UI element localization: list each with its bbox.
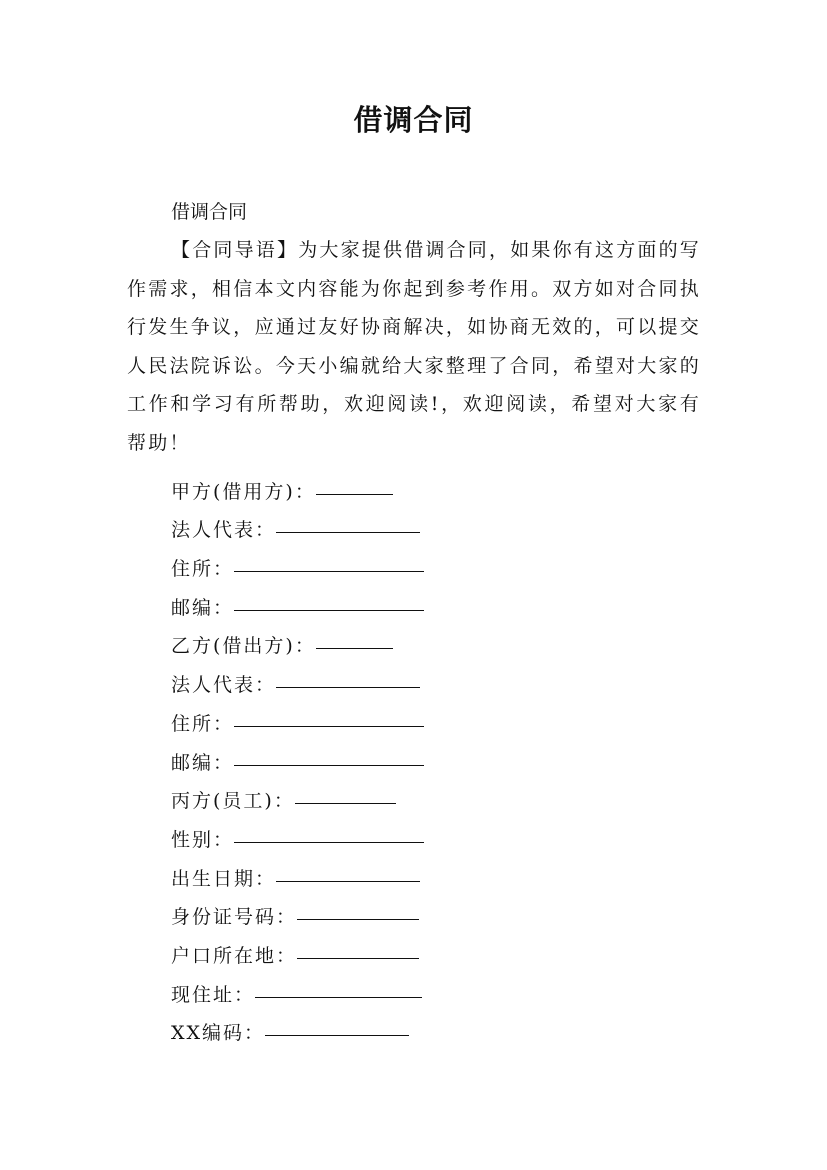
field-label: 户口所在地： bbox=[171, 944, 298, 967]
fill-in-blank bbox=[316, 493, 393, 495]
field-label: 住所： bbox=[171, 558, 235, 581]
field-label: 乙方(借出方)： bbox=[171, 635, 316, 658]
fill-in-blank bbox=[276, 531, 420, 533]
field-label: 现住址： bbox=[171, 983, 256, 1006]
field-id-number bbox=[171, 891, 591, 930]
field-label: 邮编： bbox=[171, 751, 235, 774]
field-label: 出生日期： bbox=[171, 867, 277, 890]
fill-in-blank bbox=[234, 609, 424, 611]
field-label: 法人代表： bbox=[171, 519, 277, 542]
field-household-registration bbox=[171, 929, 591, 968]
field-label: 甲方(借用方)： bbox=[171, 480, 316, 503]
field-party-c bbox=[171, 775, 591, 814]
field-party-a-address bbox=[171, 542, 591, 581]
field-party-b-legal-rep bbox=[171, 658, 591, 697]
field-label: 丙方(员工)： bbox=[171, 790, 295, 813]
fill-in-blank bbox=[276, 686, 420, 688]
contract-party-fields bbox=[171, 465, 591, 1045]
fill-in-blank bbox=[265, 1034, 409, 1036]
field-party-a bbox=[171, 465, 591, 504]
fill-in-blank bbox=[255, 996, 422, 998]
document-title: 借调合同 bbox=[353, 103, 474, 137]
fill-in-blank bbox=[316, 647, 393, 649]
field-gender bbox=[171, 813, 591, 852]
field-label: 性别： bbox=[171, 828, 235, 851]
field-current-address bbox=[171, 968, 591, 1007]
document-subtitle: 借调合同 bbox=[171, 201, 248, 223]
field-xx-code bbox=[171, 1007, 591, 1046]
field-party-a-postcode bbox=[171, 581, 591, 620]
fill-in-blank bbox=[234, 764, 424, 766]
field-party-a-legal-rep bbox=[171, 504, 591, 543]
field-party-b-address bbox=[171, 697, 591, 736]
field-label: 住所： bbox=[171, 712, 235, 735]
fill-in-blank bbox=[276, 880, 420, 882]
fill-in-blank bbox=[297, 957, 419, 959]
field-birth-date bbox=[171, 852, 591, 891]
fill-in-blank bbox=[234, 570, 424, 572]
field-label: 邮编： bbox=[171, 596, 235, 619]
fill-in-blank bbox=[234, 841, 424, 843]
field-label: 身份证号码： bbox=[171, 906, 298, 929]
field-label: XX编码： bbox=[171, 1022, 266, 1045]
field-party-b bbox=[171, 620, 591, 659]
field-label: 法人代表： bbox=[171, 674, 277, 697]
fill-in-blank bbox=[234, 725, 424, 727]
intro-paragraph: 【合同导语】为大家提供借调合同，如果你有这方面的写作需求，相信本文内容能为你起到参考作用。双方如对合同执行发生争议，应通过友好协商解决，如协商无效的，可以提交人民法院诉讼。今天小编就给大家整理了合同，希望对大家的工作和学习有所帮助，欢迎阅读!，欢迎阅读，希望对大家有帮助！ bbox=[127, 239, 702, 454]
field-party-b-postcode bbox=[171, 736, 591, 775]
fill-in-blank bbox=[297, 918, 419, 920]
fill-in-blank bbox=[295, 802, 396, 804]
